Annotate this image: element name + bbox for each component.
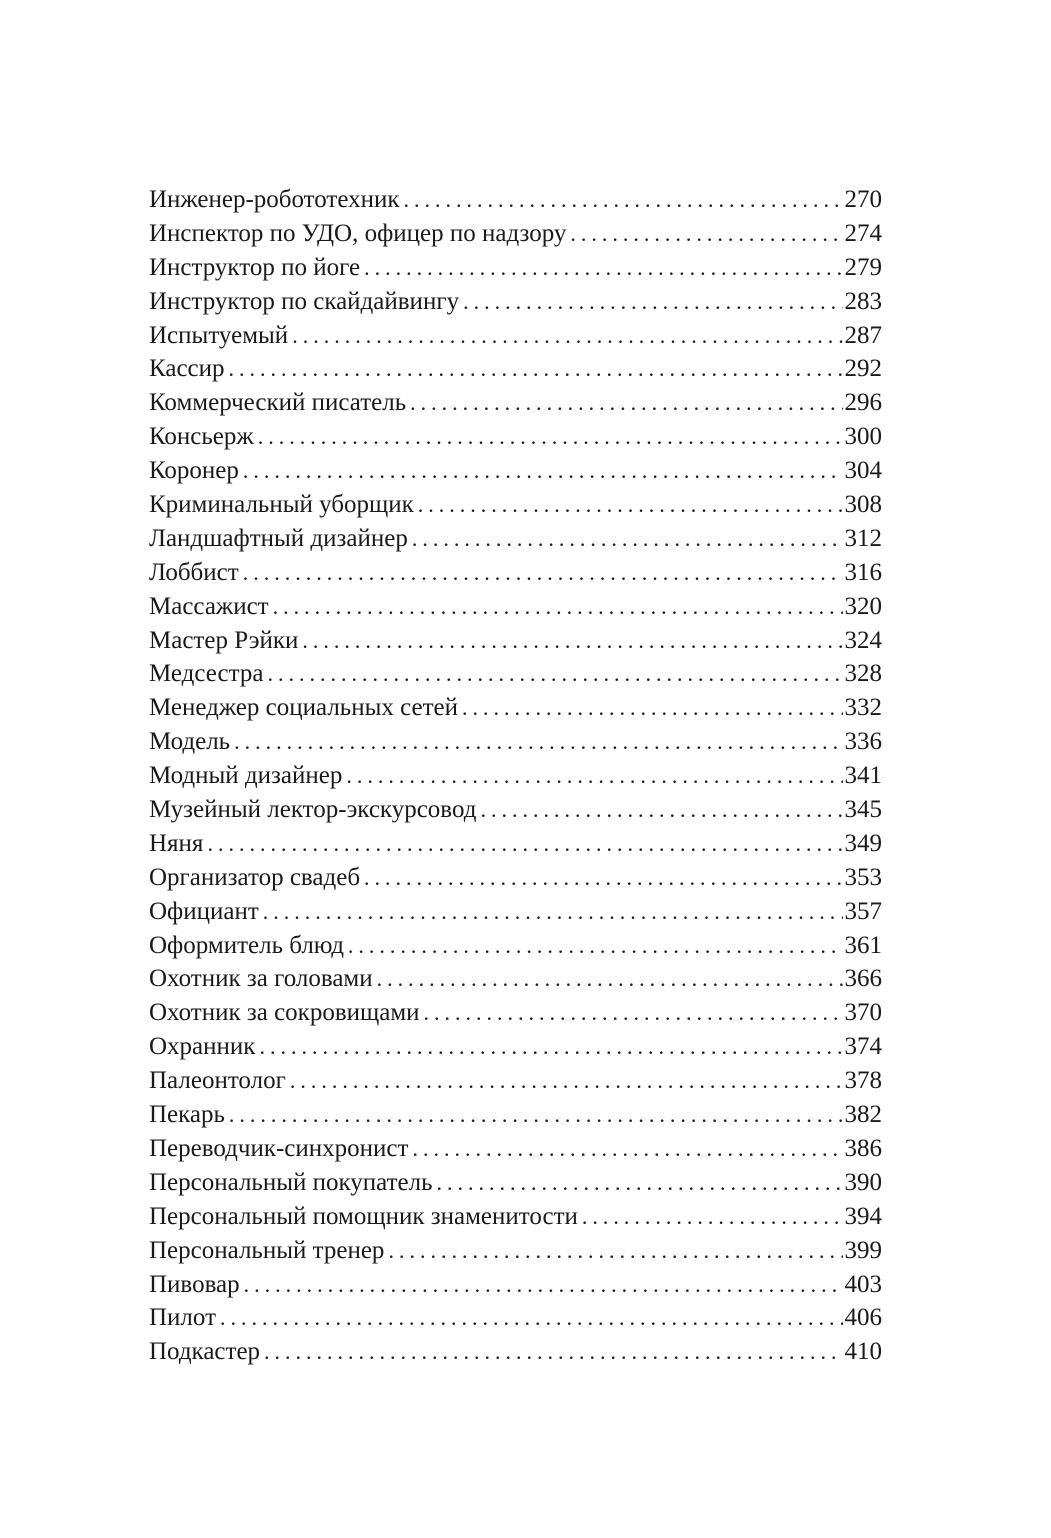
toc-entry-title: Официант (149, 897, 259, 925)
toc-entry-page-number: 406 (844, 1304, 882, 1332)
toc-entry-title: Организатор свадеб (149, 863, 361, 891)
toc-entry (149, 1234, 882, 1268)
toc-dot-leader (410, 386, 842, 420)
toc-dot-leader (412, 1132, 842, 1166)
toc-entry (149, 1268, 882, 1302)
toc-entry-page-number: 328 (844, 660, 882, 688)
toc-entry-page-number: 357 (844, 897, 882, 925)
toc-dot-leader (290, 1064, 843, 1098)
toc-entry-title: Коммерческий писатель (149, 389, 407, 417)
toc-entry (149, 522, 882, 556)
toc-entry (149, 691, 882, 725)
toc-dot-leader (229, 1098, 843, 1132)
toc-entry-title: Инспектор по УДО, офицер по надзору (149, 219, 567, 247)
toc-entry (149, 1200, 882, 1234)
toc-entry (149, 285, 882, 319)
toc-entry-page-number: 403 (844, 1270, 882, 1298)
toc-entry (149, 1132, 882, 1166)
toc-dot-leader (480, 793, 842, 827)
toc-entry (149, 827, 882, 861)
toc-dot-leader (404, 183, 843, 217)
toc-entry (149, 1301, 882, 1335)
toc-entry-page-number: 296 (844, 389, 882, 417)
toc-dot-leader (412, 522, 843, 556)
toc-entry (149, 217, 882, 251)
toc-dot-leader (348, 929, 843, 963)
toc-entry-page-number: 390 (844, 1168, 882, 1196)
toc-entry (149, 996, 882, 1030)
toc-entry (149, 1098, 882, 1132)
toc-dot-leader (273, 590, 843, 624)
toc-dot-leader (292, 319, 842, 353)
toc-dot-leader (346, 759, 842, 793)
toc-dot-leader (244, 1268, 843, 1302)
toc-entry-page-number: 320 (844, 592, 882, 620)
toc-dot-leader (418, 488, 843, 522)
toc-entry-page-number: 336 (844, 728, 882, 756)
toc-entry (149, 251, 882, 285)
toc-entry-title: Охотник за головами (149, 965, 373, 993)
toc-entry (149, 657, 882, 691)
toc-entry-title: Модель (149, 728, 231, 756)
toc-dot-leader (207, 827, 842, 861)
toc-entry (149, 962, 882, 996)
toc-entry (149, 488, 882, 522)
toc-dot-leader (243, 454, 843, 488)
toc-entry (149, 1030, 882, 1064)
toc-entry-title: Ландшафтный дизайнер (149, 524, 408, 552)
toc-entry-page-number: 292 (844, 355, 882, 383)
toc-entry-title: Коронер (149, 457, 239, 485)
toc-entry-title: Подкастер (149, 1338, 261, 1366)
toc-entry-title: Пилот (149, 1304, 217, 1332)
toc-entry-page-number: 366 (844, 965, 882, 993)
toc-entry-title: Лоббист (149, 558, 239, 586)
toc-dot-leader (263, 895, 843, 929)
toc-entry-title: Персональный помощник знаменитости (149, 1202, 578, 1230)
toc-dot-leader (234, 725, 842, 759)
toc-entry-page-number: 304 (844, 457, 882, 485)
toc-entry-page-number: 370 (844, 999, 882, 1027)
toc-entry-title: Менеджер социальных сетей (149, 694, 459, 722)
toc-dot-leader (267, 657, 842, 691)
toc-dot-leader (364, 861, 842, 895)
toc-entry-title: Палеонтолог (149, 1067, 286, 1095)
toc-entry-page-number: 341 (844, 762, 882, 790)
toc-entry-page-number: 361 (844, 931, 882, 959)
toc-entry-title: Охотник за сокровищами (149, 999, 420, 1027)
toc-entry (149, 590, 882, 624)
toc-entry (149, 1064, 882, 1098)
toc-entry-title: Инструктор по йоге (149, 253, 361, 281)
toc-entry-title: Инструктор по скайдайвингу (149, 287, 460, 315)
toc-entry-page-number: 349 (844, 829, 882, 857)
toc-entry-title: Оформитель блюд (149, 931, 344, 959)
toc-entry-title: Няня (149, 829, 204, 857)
toc-entry (149, 793, 882, 827)
table-of-contents (149, 183, 882, 1369)
toc-entry (149, 624, 882, 658)
toc-entry-page-number: 312 (844, 524, 882, 552)
toc-entry-title: Охранник (149, 1033, 256, 1061)
toc-entry-page-number: 270 (844, 186, 882, 213)
toc-entry-page-number: 410 (844, 1338, 882, 1366)
toc-entry-title: Переводчик-синхронист (149, 1134, 409, 1162)
toc-entry-title: Криминальный уборщик (149, 491, 414, 519)
toc-entry-page-number: 283 (844, 287, 882, 315)
toc-dot-leader (243, 556, 843, 590)
toc-entry-title: Персональный покупатель (149, 1168, 433, 1196)
toc-entry-title: Массажист (149, 592, 269, 620)
toc-entry-page-number: 386 (844, 1134, 882, 1162)
toc-entry (149, 183, 882, 217)
toc-dot-leader (437, 1166, 843, 1200)
toc-dot-leader (424, 996, 843, 1030)
toc-entry-title: Пекарь (149, 1101, 225, 1129)
toc-entry-page-number: 378 (844, 1067, 882, 1095)
toc-dot-leader (220, 1301, 842, 1335)
toc-dot-leader (582, 1200, 843, 1234)
toc-entry-title: Музейный лектор-экскурсовод (149, 796, 477, 824)
toc-entry-title: Кассир (149, 355, 225, 383)
toc-dot-leader (264, 1335, 842, 1369)
toc-entry-title: Персональный тренер (149, 1236, 385, 1264)
toc-entry-title: Модный дизайнер (149, 762, 343, 790)
toc-entry-page-number: 308 (844, 491, 882, 519)
toc-entry (149, 352, 882, 386)
toc-entry (149, 319, 882, 353)
toc-entry-title: Инженер-робототехник (149, 186, 400, 213)
toc-entry (149, 725, 882, 759)
toc-dot-leader (463, 285, 842, 319)
toc-entry (149, 861, 882, 895)
toc-entry (149, 386, 882, 420)
toc-entry-page-number: 382 (844, 1101, 882, 1129)
toc-entry-title: Испытуемый (149, 321, 289, 349)
toc-entry-title: Медсестра (149, 660, 264, 688)
toc-dot-leader (302, 624, 842, 658)
toc-dot-leader (364, 251, 842, 285)
toc-entry-page-number: 279 (844, 253, 882, 281)
toc-entry-page-number: 274 (844, 219, 882, 247)
toc-dot-leader (462, 691, 842, 725)
toc-entry (149, 420, 882, 454)
toc-dot-leader (570, 217, 842, 251)
toc-entry (149, 1166, 882, 1200)
toc-entry-page-number: 332 (844, 694, 882, 722)
toc-entry (149, 759, 882, 793)
toc-entry-page-number: 353 (844, 863, 882, 891)
toc-entry-page-number: 316 (844, 558, 882, 586)
toc-dot-leader (377, 962, 843, 996)
toc-entry-title: Пивовар (149, 1270, 240, 1298)
toc-entry-page-number: 394 (844, 1202, 882, 1230)
toc-entry-title: Мастер Рэйки (149, 626, 299, 654)
toc-entry-page-number: 324 (844, 626, 882, 654)
toc-entry-page-number: 300 (844, 423, 882, 451)
toc-entry (149, 454, 882, 488)
toc-dot-leader (259, 1030, 842, 1064)
toc-dot-leader (229, 352, 843, 386)
toc-entry (149, 929, 882, 963)
toc-entry-title: Консьерж (149, 423, 254, 451)
toc-dot-leader (258, 420, 843, 454)
toc-dot-leader (388, 1234, 842, 1268)
toc-entry-page-number: 374 (844, 1033, 882, 1061)
toc-entry-page-number: 399 (844, 1236, 882, 1264)
toc-entry-page-number: 345 (844, 796, 882, 824)
toc-entry-page-number: 287 (844, 321, 882, 349)
toc-entry (149, 1335, 882, 1369)
toc-entry (149, 895, 882, 929)
toc-entry (149, 556, 882, 590)
